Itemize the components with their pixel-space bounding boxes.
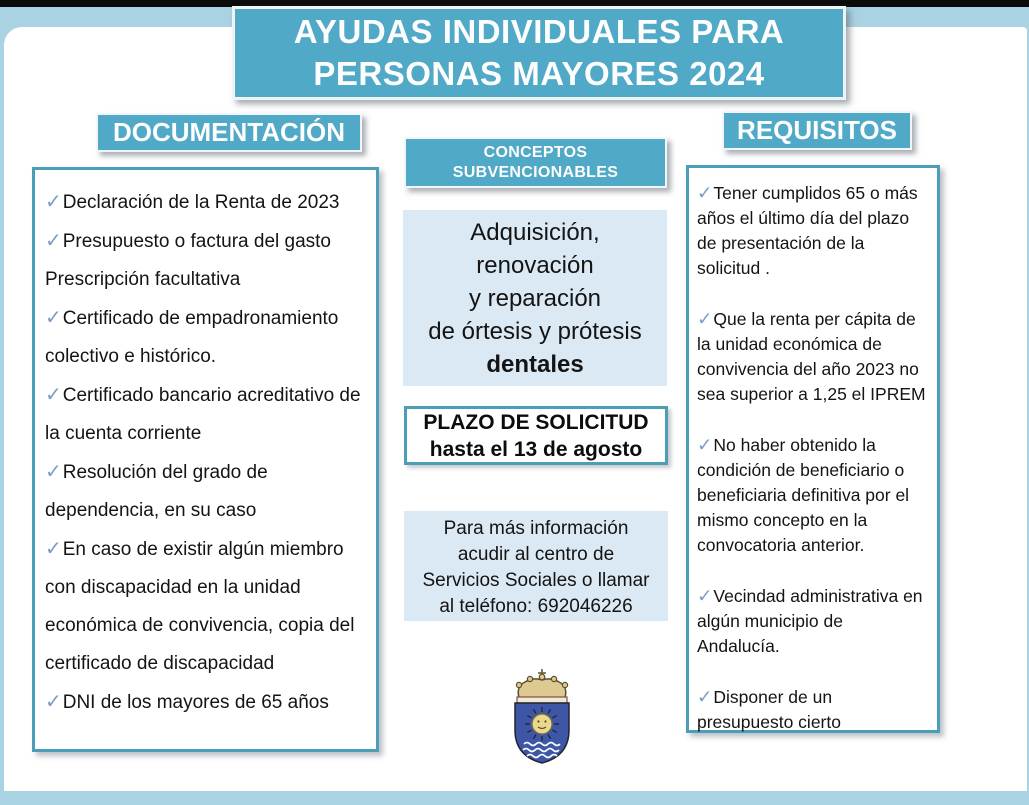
requirements-item-text: Vecindad administrativa en algún municipio de Andalucía. [697,586,923,656]
concepts-bold-line: dentales [486,351,584,378]
check-icon: ✓ [45,538,62,560]
concepts-header [404,137,667,188]
info-line: al teléfono: 692046226 [439,596,633,617]
info-line: acudir al centro de [457,544,615,565]
check-icon: ✓ [45,191,62,213]
info-line: Para más información [443,518,629,539]
requirements-item [697,583,929,659]
check-icon: ✓ [45,691,62,713]
requirements-list [686,165,940,733]
documentation-item [45,299,368,376]
requirements-header: REQUISITOS [722,111,912,150]
documentation-item [45,183,368,222]
documentation-item [45,530,368,683]
documentation-item-text: En caso de existir algún miembro con discapacidad en la unidad económica de convivencia, copia del certificado de discapacidad [45,539,355,674]
documentation-item [45,376,368,453]
check-icon: ✓ [697,434,713,455]
concepts-content-box [403,210,667,386]
documentation-item [45,222,368,299]
documentation-item-text: Resolución del grado de dependencia, en su caso [45,462,268,521]
concepts-line: y reparación [468,285,602,312]
concepts-line: de órtesis y prótesis [428,318,642,345]
documentation-item-text: Declaración de la Renta de 2023 [62,192,340,213]
documentation-item-text: Certificado de empadronamiento colectivo e histórico. [45,308,339,367]
application-deadline-box [404,406,668,465]
check-icon: ✓ [697,182,713,203]
requirements-item-text: Tener cumplidos 65 o más años el último día del plazo de presentación de la solicitud . [697,183,918,278]
deadline-title: PLAZO DE SOLICITUD [423,410,649,434]
municipal-coat-of-arms [503,668,581,766]
documentation-list [32,167,379,752]
requirements-item-text: Que la renta per cápita de la unidad económica de convivencia del año 2023 no sea superior a 1,25 el IPREM [697,309,926,404]
requirements-item [697,306,929,407]
check-icon: ✓ [45,307,62,329]
documentation-header: DOCUMENTACIÓN [96,113,362,152]
concepts-header-line-1: CONCEPTOS [483,143,588,161]
more-info-box [404,511,668,621]
deadline-date: hasta el 13 de agosto [429,437,643,461]
requirements-item-text: No haber obtenido la condición de beneficiario o beneficiaria definitiva por el mismo concepto en la convocatoria anterior. [697,435,910,555]
poster-title-line-1: AYUDAS INDIVIDUALES PARA [293,13,785,50]
check-icon: ✓ [45,461,62,483]
coat-of-arms-image [503,668,581,766]
concepts-header-line-2: SUBVENCIONABLES [452,163,619,181]
requirements-item [697,432,929,558]
poster-title-line-2: PERSONAS MAYORES 2024 [313,55,765,92]
requirements-item [697,180,929,281]
check-icon: ✓ [697,308,713,329]
documentation-item-text: Certificado bancario acreditativo de la cuenta corriente [45,385,361,444]
documentation-item [45,453,368,530]
requirements-item [697,684,929,735]
requirements-item-text: Disponer de un presupuesto cierto [697,687,841,732]
check-icon: ✓ [697,686,713,707]
concepts-line: Adquisición, [470,219,600,246]
check-icon: ✓ [45,384,62,406]
info-line: Servicios Sociales o llamar [422,570,650,591]
check-icon: ✓ [697,585,713,606]
documentation-item-text: Presupuesto o factura del gasto Prescripción facultativa [45,231,332,290]
documentation-item-text: DNI de los mayores de 65 años [62,692,329,713]
check-icon: ✓ [45,230,62,252]
concepts-line: renovación [476,252,594,279]
documentation-item [45,683,368,722]
poster-title-box [232,6,846,100]
